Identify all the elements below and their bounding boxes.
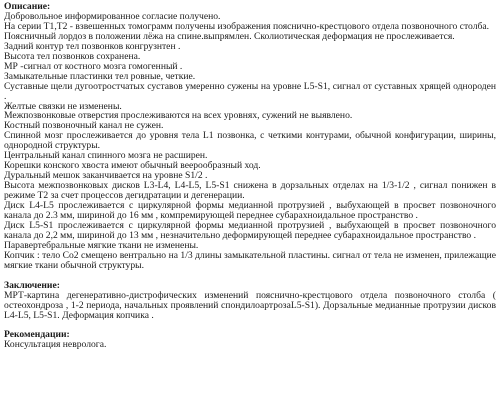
description-paragraph: МР -сигнал от костного мозга гомогенный . xyxy=(4,60,183,72)
conclusion-heading: Заключение: xyxy=(4,279,60,291)
description-paragraph: Суставные щели дугоотростчатых суставов умеренно сужены на уровне L5-S1, сигнал от суставных хрящей однороден . xyxy=(4,80,496,102)
description-paragraph: Паравертебральные мягкие ткани не изменены. xyxy=(4,239,199,251)
description-paragraph: Корешки конского хвоста имеют обычный веерообразный ход. xyxy=(4,160,261,172)
description-paragraph: Поясничный лордоз в положении лёжа на спине.выпрямлен. Сколиотическая деформация не прослеживается. xyxy=(4,30,455,42)
description-paragraph: Добровольное информированное согласие получено. xyxy=(4,10,221,22)
description-paragraph: Спинной мозг прослеживается до уровня тела L1 позвонка, с четкими контурами, обычной конфигурации, ширины, однородной структуры. xyxy=(4,130,496,152)
description-paragraph: Высота тел позвонков сохранена. xyxy=(4,50,141,62)
description-paragraph: Высота межпозвонковых дисков L3-L4, L4-L5, L5-S1 снижена в дорзальных отделах на 1/3-1/2 , сигнал понижен в режиме Т2 за счет процессов дегидратации и дегенерации. xyxy=(4,180,496,202)
description-paragraph: Диск L4-L5 прослеживается с циркулярной формы медианной протрузией , выбухающей в просвет позвоночного канала до 2.3 мм, шириной до 16 мм , компремирующей переднее субарахноидальное пространство . xyxy=(4,200,496,222)
description-paragraph: Задний контур тел позвонков конгрузнтен . xyxy=(4,40,181,52)
recommendations-text: Консультация невролога. xyxy=(4,338,107,350)
description-paragraph: Желтые связки не изменены. xyxy=(4,100,122,112)
recommendations-heading: Рекомендации: xyxy=(4,328,70,340)
description-heading: Описание: xyxy=(4,1,51,12)
description-paragraph: Межпозвонковые отверстия прослеживаются на всех уровнях, сужений не выявлено. xyxy=(4,110,353,122)
description-paragraph: На серии Т1,Т2 - взвешенных томограмм получены изображения пояснично-крестцового отдела позвоночного столба. xyxy=(4,20,490,32)
description-paragraph: Диск L5-S1 прослеживается с циркулярной формы медианной протрузией , выбухающей в просвет позвоночного канала до 2,2 мм, шириной до 13 мм , незначительно деформирующей переднее субарахноидальное пространство . xyxy=(4,219,496,241)
description-paragraph: Замыкательные пластинки тел ровные, четкие. xyxy=(4,70,196,82)
description-paragraph: Дуральный мешок заканчивается на уровне S1/2 . xyxy=(4,170,208,182)
description-paragraph: Копчик : тело Со2 смещено вентрально на 1/3 длины замыкательной пластины. сигнал от тела не изменен, прилежащие мягкие ткани обычной структуры. xyxy=(4,249,496,271)
description-paragraph: Центральный канал спинного мозга не расширен. xyxy=(4,150,208,162)
description-body xyxy=(4,12,496,271)
conclusion-text: МРТ-картина дегенеративно-дистрофических изменений пояснично-крестцового отдела позвоночного столба ( остеохондроза , 1-2 периода, начальных проявлений спондилоартрозаL5-S1). Дорзальные медианные протрузии дисков L4-L5, L5-S1. Деформация копчика . xyxy=(4,289,496,321)
description-paragraph: Костный позвоночный канал не сужен. xyxy=(4,120,164,132)
